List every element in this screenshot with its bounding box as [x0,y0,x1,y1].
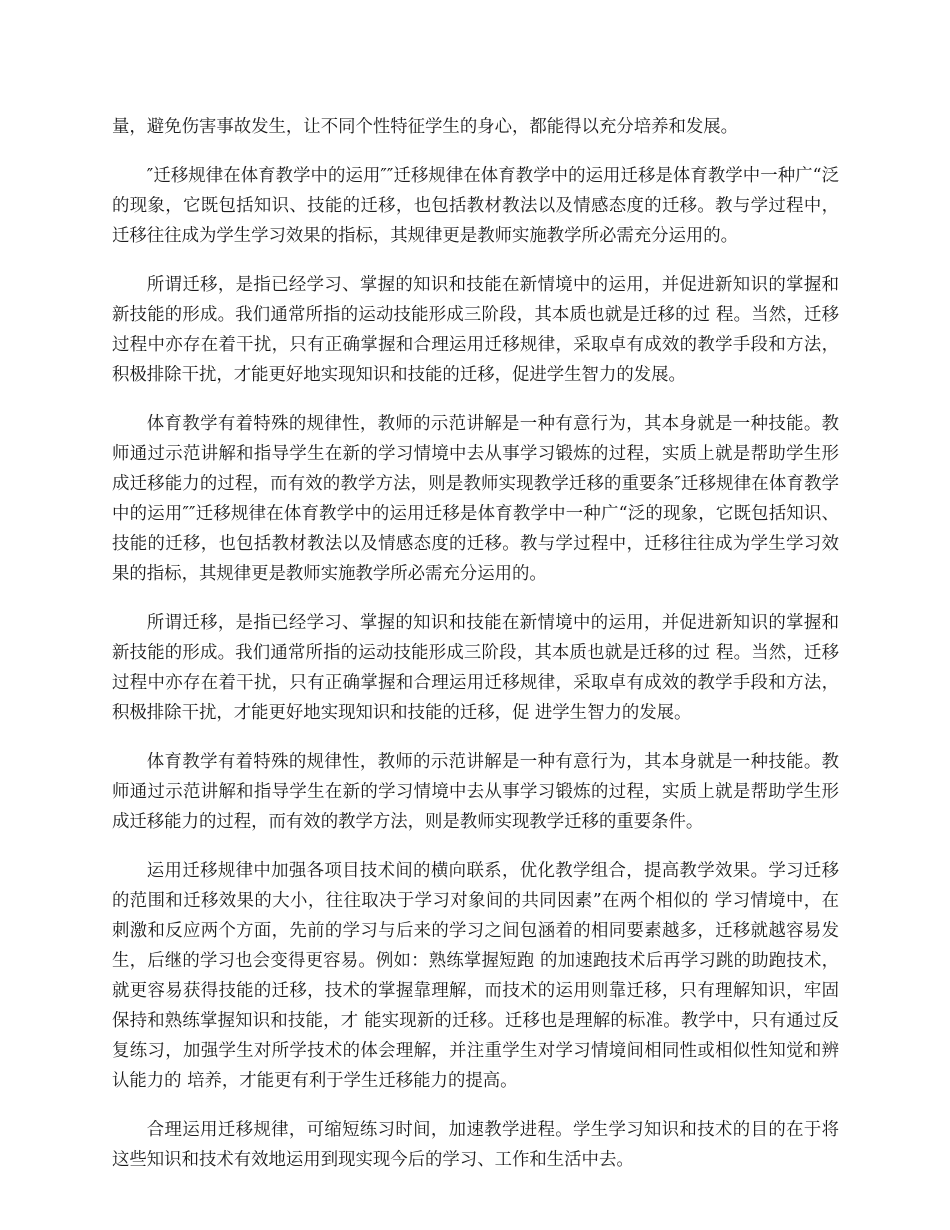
paragraph-4: 体育教学有着特殊的规律性，教师的示范讲解是一种有意行为，其本身就是一种技能。教师通过示范讲解和指导学生在新的学习情境中去从事学习锻炼的过程，实质上就是帮助学生形成迁移能力的过程，而有效的教学方法，则是教师实现教学迁移的重要条″迁移规律在体育教学中的运用″″迁移规律在体育教学中的运用迁移是体育教学中一种广“泛的现象，它既包括知识、技能的迁移，也包括教材教法以及情感态度的迁移。教与学过程中，迁移往往成为学生学习效果的指标，其规律更是教师实施教学所必需充分运用的。 [112,414,839,584]
paragraph-3: 所谓迁移，是指已经学习、掌握的知识和技能在新情境中的运用，并促进新知识的掌握和新技能的形成。我们通常所指的运动技能形成三阶段，其本质也就是迁移的过 程。当然，迁移过程中亦存在着干扰，只有正确掌握和合理运用迁移规律，采取卓有成效的教学手段和方法，积极排除干扰，才能更好地实现知识和技能的迁移，促进学生智力的发展。 [112,275,839,385]
document-page [112,112,839,1194]
paragraph-2: ″迁移规律在体育教学中的运用″″迁移规律在体育教学中的运用迁移是体育教学中一种广“泛的现象，它既包括知识、技能的迁移，也包括教材教法以及情感态度的迁移。教与学过程中，迁移往往成为学生学习效果的指标，其规律更是教师实施教学所必需充分运用的。 [112,166,839,246]
paragraph-7: 运用迁移规律中加强各项目技术间的横向联系，优化教学组合，提高教学效果。学习迁移的范围和迁移效果的大小，往往取决于学习对象间的共同因素”在两个相似的 学习情境中，在刺激和反应两个方面，先前的学习与后来的学习之间包涵着的相同要素越多，迁移就越容易发生，后继的学习也会变得更容易。例如：熟练掌握短跑 的加速跑技术后再学习跳的助跑技术，就更容易获得技能的迁移，技术的掌握靠理解，而技术的运用则靠迁移，只有理解知识，牢固保持和熟练掌握知识和技能，才 能实现新的迁移。迁移也是理解的标准。教学中，只有通过反复练习，加强学生对所学技术的体会理解，并注重学生对学习情境间相同性或相似性知觉和辨认能力的 培养，才能更有利于学生迁移能力的提高。 [112,861,839,1091]
paragraph-8: 合理运用迁移规律，可缩短练习时间，加速教学进程。学生学习知识和技术的目的在于将这些知识和技术有效地运用到现实现今后的学习、工作和生活中去。 [112,1120,839,1170]
paragraph-5: 所谓迁移，是指已经学习、掌握的知识和技能在新情境中的运用，并促进新知识的掌握和新技能的形成。我们通常所指的运动技能形成三阶段，其本质也就是迁移的过 程。当然，迁移过程中亦存在着干扰，只有正确掌握和合理运用迁移规律，采取卓有成效的教学手段和方法，积极排除干扰，才能更好地实现知识和技能的迁移，促 进学生智力的发展。 [112,613,839,723]
paragraph-1: 量，避免伤害事故发生，让不同个性特征学生的身心，都能得以充分培养和发展。 [112,117,739,137]
paragraph-6: 体育教学有着特殊的规律性，教师的示范讲解是一种有意行为，其本身就是一种技能。教师通过示范讲解和指导学生在新的学习情境中去从事学习锻炼的过程，实质上就是帮助学生形成迁移能力的过程，而有效的教学方法，则是教师实现教学迁移的重要条件。 [112,752,839,832]
